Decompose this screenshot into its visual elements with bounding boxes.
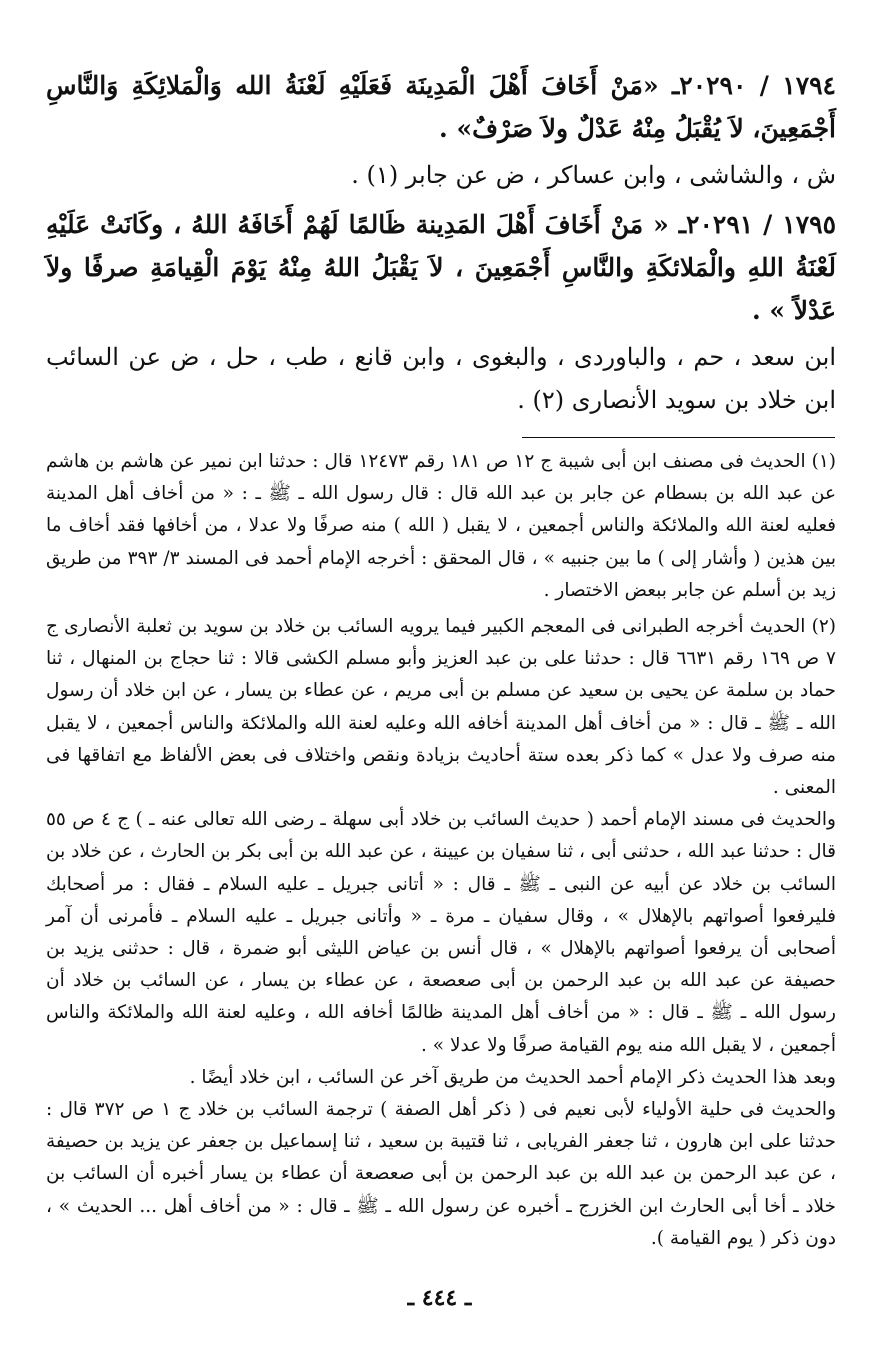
hadith-1795: ١٧٩٥ / ٢٠٢٩١ـ « مَنْ أَخَافَ أَهْلَ المَدِينة ظَالمًا لَهُمْ أَخَافَهُ اللهُ ، وكَانَتْ عَلَيْهِ لَعْنَةُ اللهِ والْمَلائكَةِ والنَّاسِ أَجْمَعِينَ ، لاَ يَقْبَلُ اللهُ مِنْهُ يَوْمَ الْقِيامَةِ صرفًا ولاَ عَدْلاً » .	[46, 210, 836, 325]
page-number: ـ ٤٤٤ ـ	[407, 1285, 472, 1311]
footnote-2-other-route: وبعد هذا الحديث ذكر الإمام أحمد الحديث من طريق آخر عن السائب ، ابن خلاد أيضًا .	[189, 1066, 836, 1088]
footnotes	[46, 446, 836, 1255]
footnote-1: (١) الحديث فى مصنف ابن أبى شيبة ج ١٢ ص ١٨١ رقم ١٢٤٧٣ قال : حدثنا ابن نمير عن هاشم بن هاشم عن عبد الله بن بسطام عن جابر بن عبد الله قال : قال رسول الله ـ ﷺ ـ : « من أخاف أهل المدينة فعليه لعنة الله والملائكة والناس أجمعين ، لا يقبل ( الله ) منه صرفًا ولا عدلا ، من أخافها فقد أخاف ما بين هذين ( وأشار إلى ) ما بين جنبيه » ، قال المحقق : أخرجه الإمام أحمد فى المسند ٣/ ٣٩٣ من طريق زيد بن أسلم عن جابر ببعض الاختصار .	[46, 451, 836, 601]
footnote-divider	[522, 437, 835, 438]
main-text	[46, 64, 836, 422]
footnote-2-hilya: والحديث فى حلية الأولياء لأبى نعيم فى ( ذكر أهل الصفة ) ترجمة السائب بن خلاد ج ١ ص ٣٧٢ قال : حدثنا على ابن هارون ، ثنا جعفر الفريابى ، ثنا قتيبة بن سعيد ، ثنا إسماعيل بن جعفر عن يزيد بن حصيفة ، عن عبد الرحمن بن عبد الله بن عبد الرحمن بن أبى صعصعة أن عطاء بن يسار أخبره أن السائب بن خلاد ـ أخا أبى الحارث ابن الخزرج ـ أخبره عن رسول الله ـ ﷺ ـ قال : « من أخاف أهل ... الحديث » ، دون ذكر ( يوم القيامة ).	[46, 1099, 836, 1249]
footnote-2: (٢) الحديث أخرجه الطبرانى فى المعجم الكبير فيما يرويه السائب بن خلاد بن سويد بن ثعلبة الأنصارى ج ٧ ص ١٦٩ رقم ٦٦٣١ قال : حدثنا على بن عبد العزيز وأبو مسلم الكشى قالا : ثنا حجاج بن المنهال ، ثنا حماد بن سلمة عن يحيى بن سعيد عن مسلم بن أبى مريم ، عن عطاء بن يسار ، عن ابن خلاد أن رسول الله ـ ﷺ ـ قال : « من أخاف أهل المدينة أخافه الله وعليه لعنة الله والملائكة والناس أجمعين ، لا يقبل منه صرف ولا عدل » كما ذكر بعده ستة أحاديث بزيادة ونقص واختلاف فى بعض الألفاظ مع اتفاقها فى المعنى .	[46, 616, 836, 799]
footnote-2-musnad-ahmad: والحديث فى مسند الإمام أحمد ( حديث السائب بن خلاد أبى سهلة ـ رضى الله تعالى عنه ـ ) ج ٤ ص ٥٥ قال : حدثنا عبد الله ، حدثنى أبى ، ثنا سفيان بن عيينة ، عن عبد الله بن أبى بكر بن الحارث ، عن خلاد بن السائب بن خلاد عن أبيه عن النبى ـ ﷺ ـ قال : « أتانى جبريل ـ عليه السلام ـ فقال : مر أصحابك فليرفعوا أصواتهم بالإهلال » ، وقال سفيان ـ مرة ـ « وأتانى جبريل ـ عليه السلام ـ فأمرنى أن آمر أصحابى أن يرفعوا أصواتهم بالإهلال » ، قال أنس بن عياض الليثى أبو ضمرة ، قال : حدثنى يزيد بن حصيفة عن عبد الله بن عبد الرحمن بن أبى صعصعة ، عن عطاء بن يسار ، عن السائب بن خلاد أن رسول الله ـ ﷺ ـ قال : « من أخاف أهل المدينة ظالمًا أخافه الله ، وعليه لعنة الله والملائكة والناس أجمعين ، لا يقبل الله منه يوم القيامة صرفًا ولا عدلا » .	[46, 809, 836, 1056]
hadith-1795-sources: ابن سعد ، حم ، والباوردى ، والبغوى ، وابن قانع ، طب ، حل ، ض عن السائب ابن خلاد بن سويد الأنصارى (٢) .	[46, 343, 836, 414]
hadith-1794-sources: ش ، والشاشى ، وابن عساكر ، ض عن جابر (١) .	[351, 161, 836, 189]
hadith-1794: ١٧٩٤ / ٢٠٢٩٠ـ «مَنْ أَخَافَ أَهْلَ الْمَدِينَة فَعَلَيْهِ لَعْنَةُ الله وَالْمَلائِكَةِ وَالنَّاسِ أَجْمَعِينَ، لاَ يُقْبَلُ مِنْهُ عَدْلٌ ولاَ صَرْفٌ» .	[46, 71, 836, 143]
